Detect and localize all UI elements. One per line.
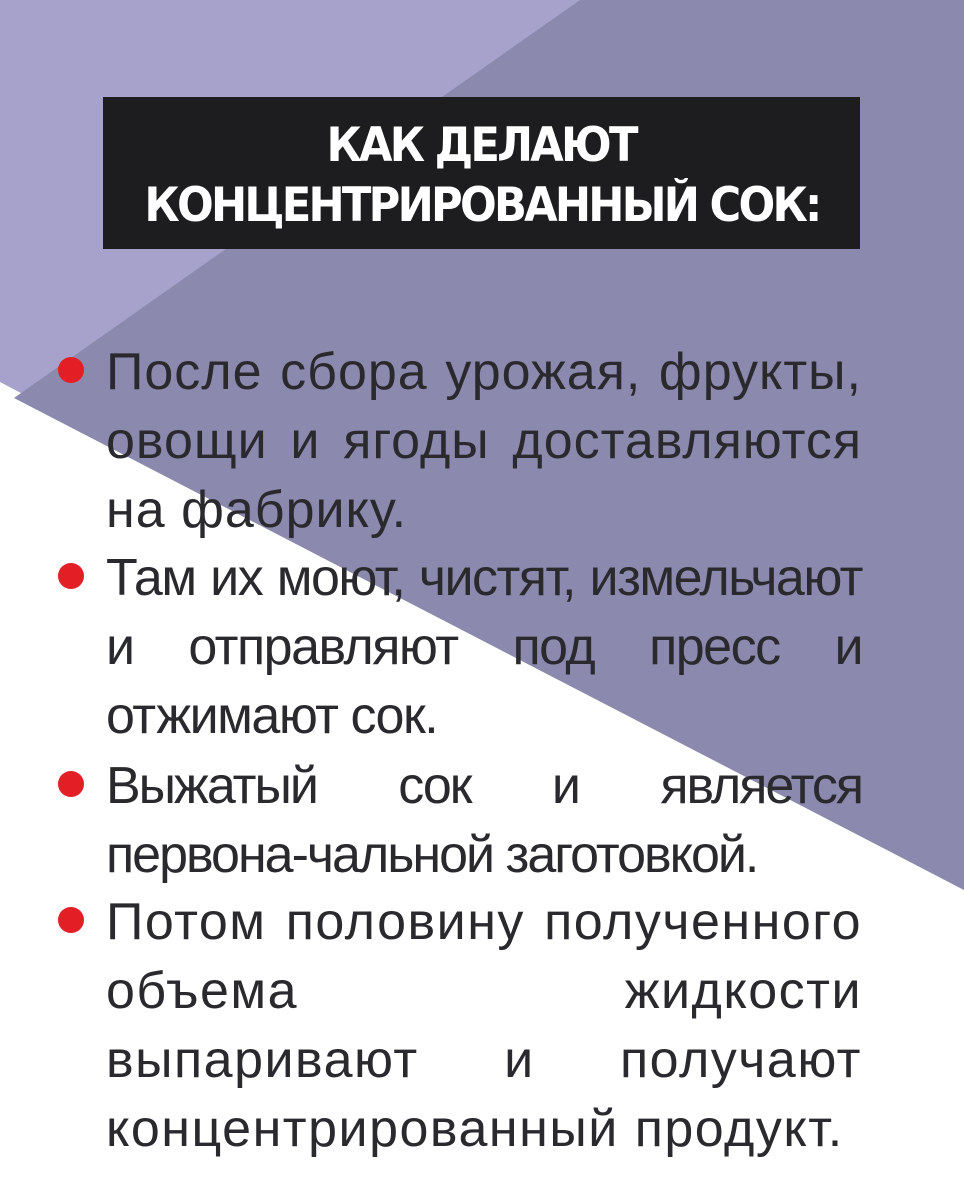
list-item-text: После сбора урожая, фрукты, овощи и ягоды доставляются на фабрику. <box>106 343 862 539</box>
list-item-text: Выжатый сок и является первона-чальной заготовкой. <box>106 757 862 884</box>
bullet-dot-icon <box>58 907 84 933</box>
bullet-dot-icon <box>58 563 84 589</box>
bullet-dot-icon <box>58 771 84 797</box>
title-line-2: КОНЦЕНТРИРОВАННЫЙ СОК: <box>143 178 820 233</box>
bullet-dot-icon <box>58 357 84 383</box>
list-item-text: Потом половину полученного объема жидкости выпаривают и получают концентрированный продукт. <box>106 893 862 1158</box>
title-line-1: КАК ДЕЛАЮТ <box>326 118 637 173</box>
list-item-text: Там их моют, чистят, измельчают и отправляют под пресс и отжимают сок. <box>106 549 862 745</box>
